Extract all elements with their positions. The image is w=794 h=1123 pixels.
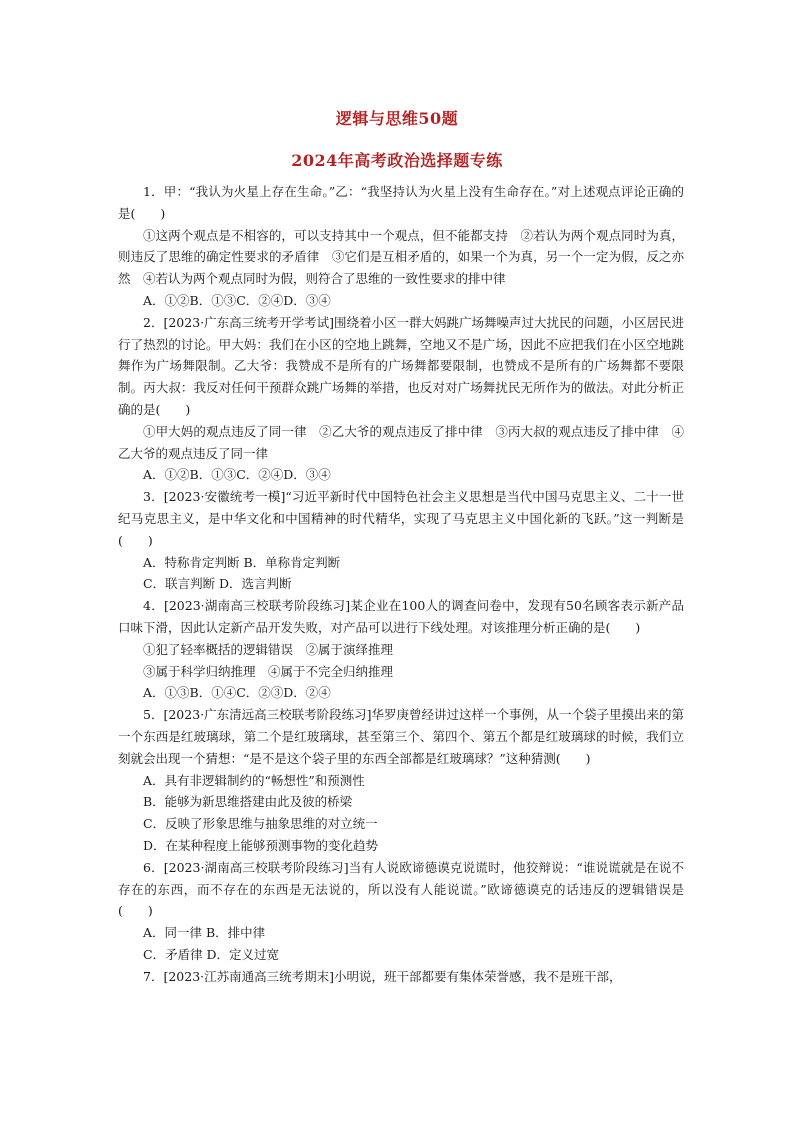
question-list xyxy=(118,181,684,987)
question-6-option-ab: A．同一律 B．排中律 xyxy=(143,925,266,941)
question-1-options: A．①②B．①③C．②④D．③④ xyxy=(143,292,331,308)
question-3-option-cd: C．联言判断 D．选言判断 xyxy=(143,576,292,592)
question-5-option-c: C．反映了形象思维与抽象思维的对立统一 xyxy=(143,816,378,832)
question-3-option-ab: A．特称肯定判断 B．单称肯定判断 xyxy=(143,554,341,570)
question-1-statements: ①这两个观点是不相容的，可以支持其中一个观点，但不能都支持 ②若认为两个观点同时为真，则违反了思维的确定性要求的矛盾律 ③它们是互相矛盾的，如果一个为真，另一个一定为假，反之亦然 ④若认为两个观点同时为假，则符合了思维的一致性要求的排中律 xyxy=(118,227,684,287)
question-2-statements: ①甲大妈的观点违反了同一律 ②乙大爷的观点违反了排中律 ③丙大叔的观点违反了排中律 ④乙大爷的观点违反了同一律 xyxy=(118,423,684,461)
question-4-options: A．①③B．①④C．②③D．②④ xyxy=(143,685,331,701)
question-5-option-a: A．具有非逻辑制约的“畅想性”和预测性 xyxy=(143,772,365,788)
question-6-stem: 6．[2023·湖南高三校联考阶段练习]当有人说欧谛德谟克说谎时，他狡辩说：“谁说谎就是在说不存在的东西，而不存在的东西是无法说的，所以没有人能说谎。”欧谛德谟克的话违反的逻辑错误是( ) xyxy=(118,859,684,919)
question-2-stem: 2．[2023·广东高三统考开学考试]围绕着小区一群大妈跳广场舞噪声过大扰民的问题，小区居民进行了热烈的讨论。甲大妈：我们在小区的空地上跳舞，空地又不是广场，因此不应把我们在小区空地跳舞作为广场舞限制。乙大爷：我赞成不是所有的广场舞都要限制，也赞成不是所有的广场舞都不要限制。丙大叔：我反对任何干预群众跳广场舞的举措，也反对对广场舞扰民无所作为的做法。对此分析正确的是( ) xyxy=(118,314,684,417)
document-subtitle: 2024年高考政治选择题专练 xyxy=(291,151,503,170)
question-5-option-d: D．在某种程度上能够预测事物的变化趋势 xyxy=(143,837,379,853)
question-2-options: A．①②B．①③C．②④D．③④ xyxy=(143,467,331,483)
question-7-stem: 7．[2023·江苏南通高三统考期末]小明说，班干部都要有集体荣誉感，我不是班干部， xyxy=(143,968,622,984)
document-title: 逻辑与思维50题 xyxy=(335,109,459,128)
question-4-statements-1: ①犯了轻率概括的逻辑错误 ②属于演绎推理 xyxy=(143,641,394,657)
question-5-stem: 5．[2023·广东清远高三校联考阶段练习]华罗庚曾经讲过这样一个事例，从一个袋子里摸出来的第一个东西是红玻璃球，第二个是红玻璃球，甚至第三个、第四个、第五个都是红玻璃球的时候，我们立刻就会出现一个猜想：“是不是这个袋子里的东西全部都是红玻璃球？”这种猜测( ) xyxy=(118,707,684,766)
question-3-stem: 3．[2023·安徽统考一模]“习近平新时代中国特色社会主义思想是当代中国马克思主义、二十一世纪马克思主义，是中华文化和中国精神的时代精华，实现了马克思主义中国化新的飞跃。”这一判断是( ) xyxy=(118,489,684,548)
question-5-option-b: B．能够为新思维搭建由此及彼的桥梁 xyxy=(143,794,353,810)
question-4-stem: 4．[2023·湖南高三校联考阶段练习]某企业在100人的调查问卷中，发现有50名顾客表示新产品口味下滑，因此认定新产品开发失败，对产品可以进行下线处理。对该推理分析正确的是( ) xyxy=(118,598,684,635)
question-1-stem: 1．甲：“我认为火星上存在生命。”乙：“我坚持认为火星上没有生命存在。”对上述观点评论正确的是( ) xyxy=(118,184,684,221)
question-6-option-cd: C．矛盾律 D．定义过宽 xyxy=(143,946,280,962)
question-4-statements-2: ③属于科学归纳推理 ④属于不完全归纳推理 xyxy=(143,663,394,679)
